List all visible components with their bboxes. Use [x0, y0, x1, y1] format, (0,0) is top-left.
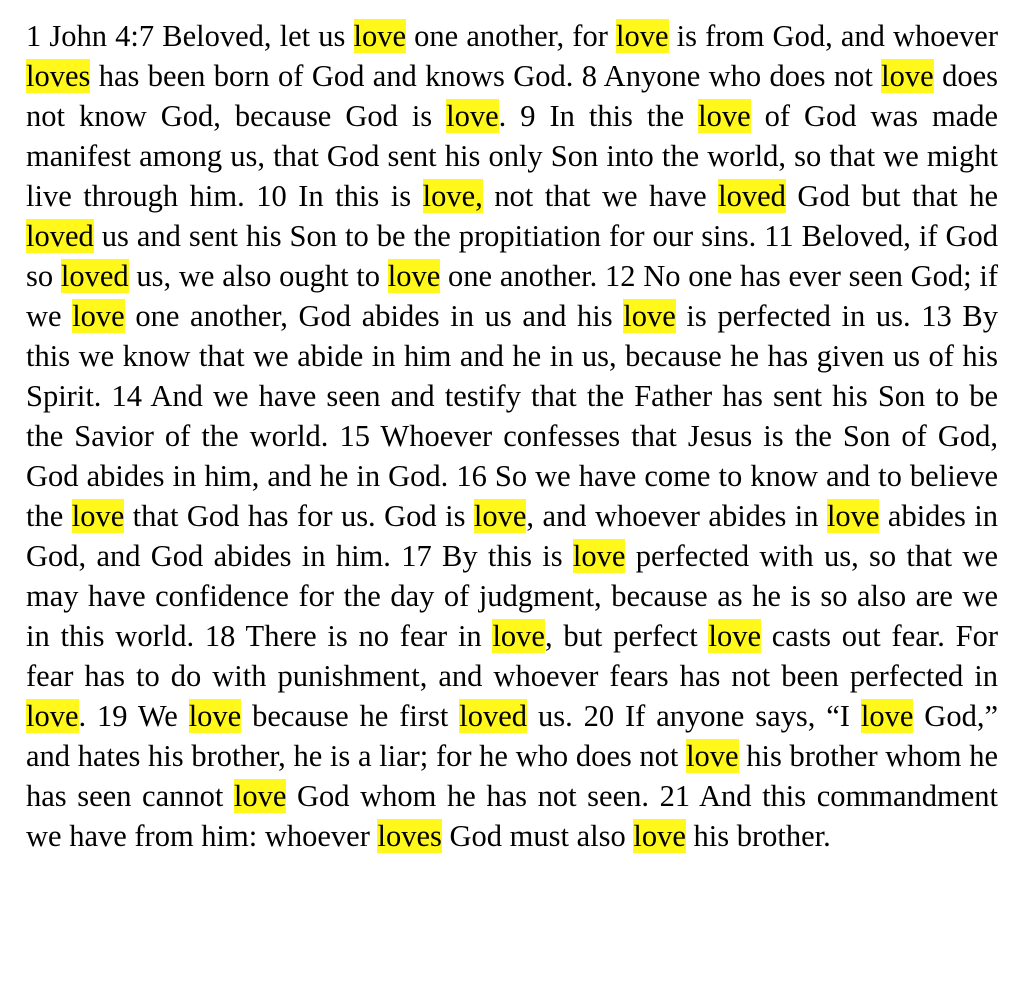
text-run: 1 John 4:7 Beloved, let us [26, 19, 354, 53]
highlighted-word: love [233, 779, 287, 813]
text-run: . 9 In this the [498, 99, 699, 133]
highlighted-word: love [623, 299, 676, 333]
highlighted-word: love [26, 699, 79, 733]
text-run: is perfected in us. 13 By this we know that we abide in him and he in us, because he has given us of his Spirit. 14 And we have seen and testify that the Father has sent his Son to be the Savior of the world. 15 Whoever confesses that Jesus is the Son of God, God abides in him, and he in God. 16 So we have come to know and to believe the [26, 299, 998, 533]
highlighted-word: love [698, 99, 751, 133]
highlighted-word: loves [26, 59, 91, 93]
text-run: not that we have [482, 179, 719, 213]
highlighted-word: love [71, 499, 125, 533]
text-run: God must also [441, 819, 634, 853]
text-run: of God was made manifest among us, that God sent his only Son into the world, so that we might live through him. 10 In this is [26, 99, 998, 213]
highlighted-word: love [387, 259, 441, 293]
text-run: his brother whom he has seen cannot [26, 739, 998, 813]
text-run: us. 20 If anyone says, “I [527, 699, 861, 733]
highlighted-word: love [353, 19, 407, 53]
text-run: , and whoever abides in [526, 499, 827, 533]
text-run: is from God, and whoever [668, 19, 998, 53]
text-run: one another, for [406, 19, 616, 53]
highlighted-word: love, [422, 179, 483, 213]
highlighted-word: love [881, 59, 934, 93]
text-run: abides in God, and God abides in him. 17 By this is [26, 499, 998, 573]
text-run: , but perfect [544, 619, 709, 653]
highlighted-word: loves [377, 819, 442, 853]
text-run: his brother. [685, 819, 831, 853]
text-run: that God has for us. God is [124, 499, 474, 533]
text-run: one another. 12 No one has ever seen God; if we [26, 259, 998, 333]
text-run: because he first [241, 699, 460, 733]
highlighted-word: love [826, 499, 880, 533]
highlighted-word: loved [718, 179, 786, 213]
highlighted-word: love [616, 19, 669, 53]
scripture-passage [26, 16, 998, 856]
highlighted-word: love [708, 619, 761, 653]
text-run: us and sent his Son to be the propitiation for our sins. 11 Beloved, if God so [26, 219, 998, 293]
highlighted-word: loved [60, 259, 129, 293]
text-run: perfected with us, so that we may have confidence for the day of judgment, because as he is so also are we in this world. 18 There is no fear in [26, 539, 998, 653]
highlighted-word: love [446, 99, 499, 133]
highlighted-word: loved [26, 219, 94, 253]
text-run: God whom he has not seen. 21 And this commandment we have from him: whoever [26, 779, 998, 853]
highlighted-word: love [860, 699, 914, 733]
highlighted-word: love [188, 699, 242, 733]
text-run: has been born of God and knows God. 8 Anyone who does not [90, 59, 882, 93]
text-run: casts out fear. For fear has to do with punishment, and whoever fears has not been perfected in [26, 619, 998, 693]
text-run: us, we also ought to [128, 259, 388, 293]
highlighted-word: love [686, 739, 739, 773]
highlighted-word: love [473, 499, 527, 533]
text-run: does not know God, because God is [26, 59, 998, 133]
text-run: God,” and hates his brother, he is a liar; for he who does not [26, 699, 998, 773]
highlighted-word: loved [459, 699, 528, 733]
highlighted-word: love [633, 819, 686, 853]
text-run: . 19 We [78, 699, 189, 733]
highlighted-word: love [72, 299, 125, 333]
text-run: one another, God abides in us and his [124, 299, 624, 333]
highlighted-word: love [492, 619, 545, 653]
text-run: God but that he [785, 179, 998, 213]
highlighted-word: love [572, 539, 626, 573]
